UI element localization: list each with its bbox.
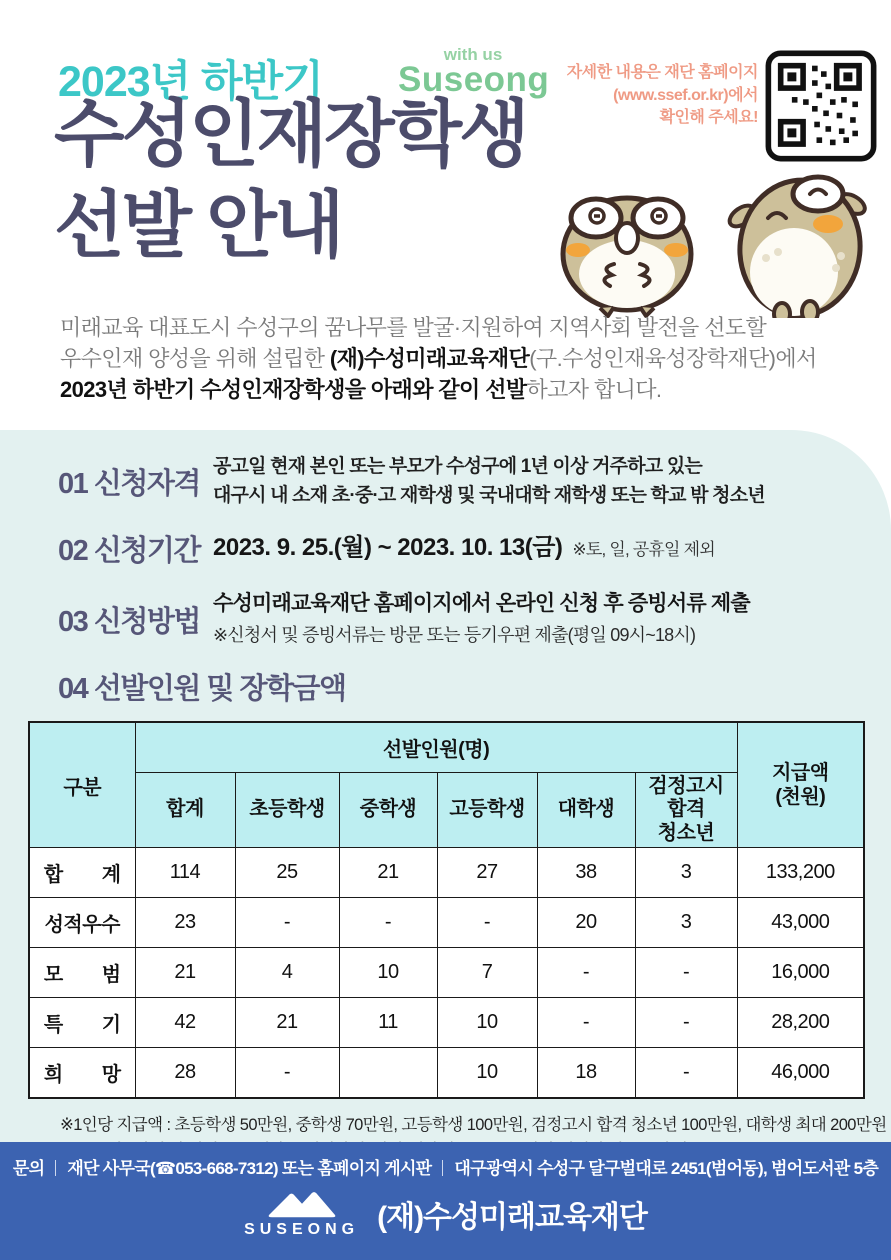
- info-section-background: [0, 430, 891, 1142]
- cell: 28: [135, 1048, 235, 1098]
- poster-title-line-1: 수성인재장학생: [54, 94, 527, 175]
- row-label: 희 망: [29, 1048, 135, 1098]
- cell: [339, 1048, 437, 1098]
- amount-header-line2: (천원): [775, 786, 826, 809]
- table-row-model: [29, 948, 864, 998]
- poster-title: [54, 90, 527, 271]
- col-header-elementary: 초등학생: [235, 772, 339, 848]
- section-period-label: 02 신청기간: [58, 535, 200, 567]
- notice-line-3: 확인해 주세요!: [659, 109, 758, 127]
- section-method-label: 03 신청방법: [58, 606, 200, 638]
- homepage-notice: [540, 62, 758, 130]
- cell: 133,200: [737, 848, 864, 898]
- cell: 25: [235, 848, 339, 898]
- cell: 21: [339, 848, 437, 898]
- cell: 20: [537, 898, 635, 948]
- col-header-amount: [737, 722, 864, 848]
- cell: 23: [135, 898, 235, 948]
- intro-line2-bold: (재)수성미래교육재단: [329, 346, 530, 371]
- cell: 11: [339, 998, 437, 1048]
- eligibility-line-1: 공고일 현재 본인 또는 부모가 수성구에 1년 이상 거주하고 있는: [213, 456, 702, 477]
- col-header-middle: 중학생: [339, 772, 437, 848]
- section-period: [58, 528, 865, 569]
- cell: 10: [437, 1048, 537, 1098]
- footnote-per-person: ※1인당 지급액 : 초등학생 50만원, 중학생 70만원, 고등학생 100만원, 검정고시 합격 청소년 100만원, 대학생 최대 200만원: [60, 1115, 887, 1134]
- amount-header-line1: 지급액: [772, 762, 829, 785]
- table-row-hope: [29, 1048, 864, 1098]
- intro-line-3: [60, 374, 817, 405]
- cell: -: [235, 1048, 339, 1098]
- cell: 16,000: [737, 948, 864, 998]
- col-header-category: 구분: [29, 722, 135, 848]
- col-header-university: 대학생: [537, 772, 635, 848]
- cell: 28,200: [737, 998, 864, 1048]
- suseong-footer-wordmark: SUSEONG: [244, 1221, 360, 1238]
- suseong-footer-logo: [244, 1188, 359, 1239]
- logo-with-us-text: with us: [443, 45, 503, 64]
- eligibility-line-2: 대구시 내 소재 초·중·고 재학생 및 국내대학 재학생 또는 학교 밖 청소년: [213, 485, 765, 506]
- section-eligibility-content: [213, 452, 765, 510]
- cell: -: [635, 1048, 737, 1098]
- cell: 42: [135, 998, 235, 1048]
- cell: -: [537, 998, 635, 1048]
- mascot-characters: [552, 166, 891, 323]
- cell: -: [635, 948, 737, 998]
- selection-table: [28, 721, 865, 1099]
- intro-line3-tail: 하고자 합니다.: [526, 377, 662, 402]
- intro-line2-tail: (구.수성인재육성장학재단)에서: [529, 346, 817, 371]
- mascot-owl-right: [726, 174, 868, 318]
- cell: -: [235, 898, 339, 948]
- cell: 4: [235, 948, 339, 998]
- notice-line-2: (www.ssef.or.kr)에서: [613, 86, 758, 104]
- divider: [55, 1160, 56, 1176]
- row-label: 특 기: [29, 998, 135, 1048]
- foundation-name: (재)수성미래교육재단: [377, 1200, 647, 1234]
- period-note: ※토, 일, 공휴일 제외: [572, 540, 715, 559]
- col-header-total: 합계: [135, 772, 235, 848]
- section-selection-heading: [58, 666, 865, 707]
- qr-code-icon: [765, 50, 877, 162]
- contact-address: 대구광역시 수성구 달구벌대로 2451(범어동), 범어도서관 5층: [454, 1159, 879, 1178]
- cell: 10: [339, 948, 437, 998]
- cell: 27: [437, 848, 537, 898]
- cell: 21: [135, 948, 235, 998]
- section-selection-label: 04 선발인원 및 장학금액: [58, 673, 346, 705]
- application-period: 2023. 9. 25.(월) ~ 2023. 10. 13(금): [213, 534, 563, 561]
- contact-label: 문의: [12, 1159, 45, 1178]
- cell: -: [339, 898, 437, 948]
- divider: [442, 1160, 443, 1176]
- method-line: 수성미래교육재단 홈페이지에서 온라인 신청 후 증빙서류 제출: [213, 592, 750, 615]
- cell: 43,000: [737, 898, 864, 948]
- cell: 7: [437, 948, 537, 998]
- cell: -: [537, 948, 635, 998]
- notice-line-1: 자세한 내용은 재단 홈페이지: [566, 64, 758, 81]
- table-row-total: [29, 848, 864, 898]
- footer-contact-line: [0, 1154, 891, 1179]
- cell: 3: [635, 898, 737, 948]
- section-method: [58, 589, 865, 650]
- row-label: 성적우수: [29, 898, 135, 948]
- intro-line-1: 미래교육 대표도시 수성구의 꿈나무를 발굴·지원하여 지역사회 발전을 선도할: [60, 315, 767, 340]
- cell: 3: [635, 848, 737, 898]
- poster-subtitle: 2023년 하반기: [58, 58, 323, 106]
- cell: 18: [537, 1048, 635, 1098]
- section-period-content: [213, 533, 715, 564]
- footer: [0, 1142, 891, 1260]
- row-label: 합 계: [29, 848, 135, 898]
- col-header-ged: 검정고시 합격 청소년: [635, 772, 737, 848]
- section-eligibility-label: 01 신청자격: [58, 467, 200, 500]
- logo-suseong-text: Suseong: [398, 60, 550, 99]
- intro-line3-bold: 2023년 하반기 수성인재장학생을 아래와 같이 선발: [60, 377, 527, 402]
- intro-line-2: [60, 343, 817, 374]
- method-note: ※신청서 및 증빙서류는 방문 또는 등기우편 제출(평일 09시~18시): [213, 625, 696, 645]
- cell: 114: [135, 848, 235, 898]
- poster-title-line-2: 선발 안내: [54, 184, 342, 266]
- footer-logo-row: [0, 1188, 891, 1239]
- row-label: 모 범: [29, 948, 135, 998]
- contact-office: 재단 사무국(☎053-668-7312) 또는 홈페이지 게시판: [67, 1159, 432, 1178]
- cell: 38: [537, 848, 635, 898]
- cell: -: [635, 998, 737, 1048]
- table-row-talent: [29, 998, 864, 1048]
- cell: 10: [437, 998, 537, 1048]
- section-method-content: [213, 589, 750, 650]
- table-row-academic: [29, 898, 864, 948]
- cell: -: [437, 898, 537, 948]
- intro-line2-normal: 우수인재 양성을 위해 설립한: [60, 346, 330, 371]
- col-group-header-selected: 선발인원(명): [135, 722, 737, 772]
- col-header-high: 고등학생: [437, 772, 537, 848]
- cell: 21: [235, 998, 339, 1048]
- section-eligibility: [58, 452, 865, 510]
- mascot-owl-left: [563, 198, 691, 316]
- intro-paragraph: [60, 312, 817, 405]
- mountain-logo-icon: [263, 1188, 341, 1218]
- cell: 46,000: [737, 1048, 864, 1098]
